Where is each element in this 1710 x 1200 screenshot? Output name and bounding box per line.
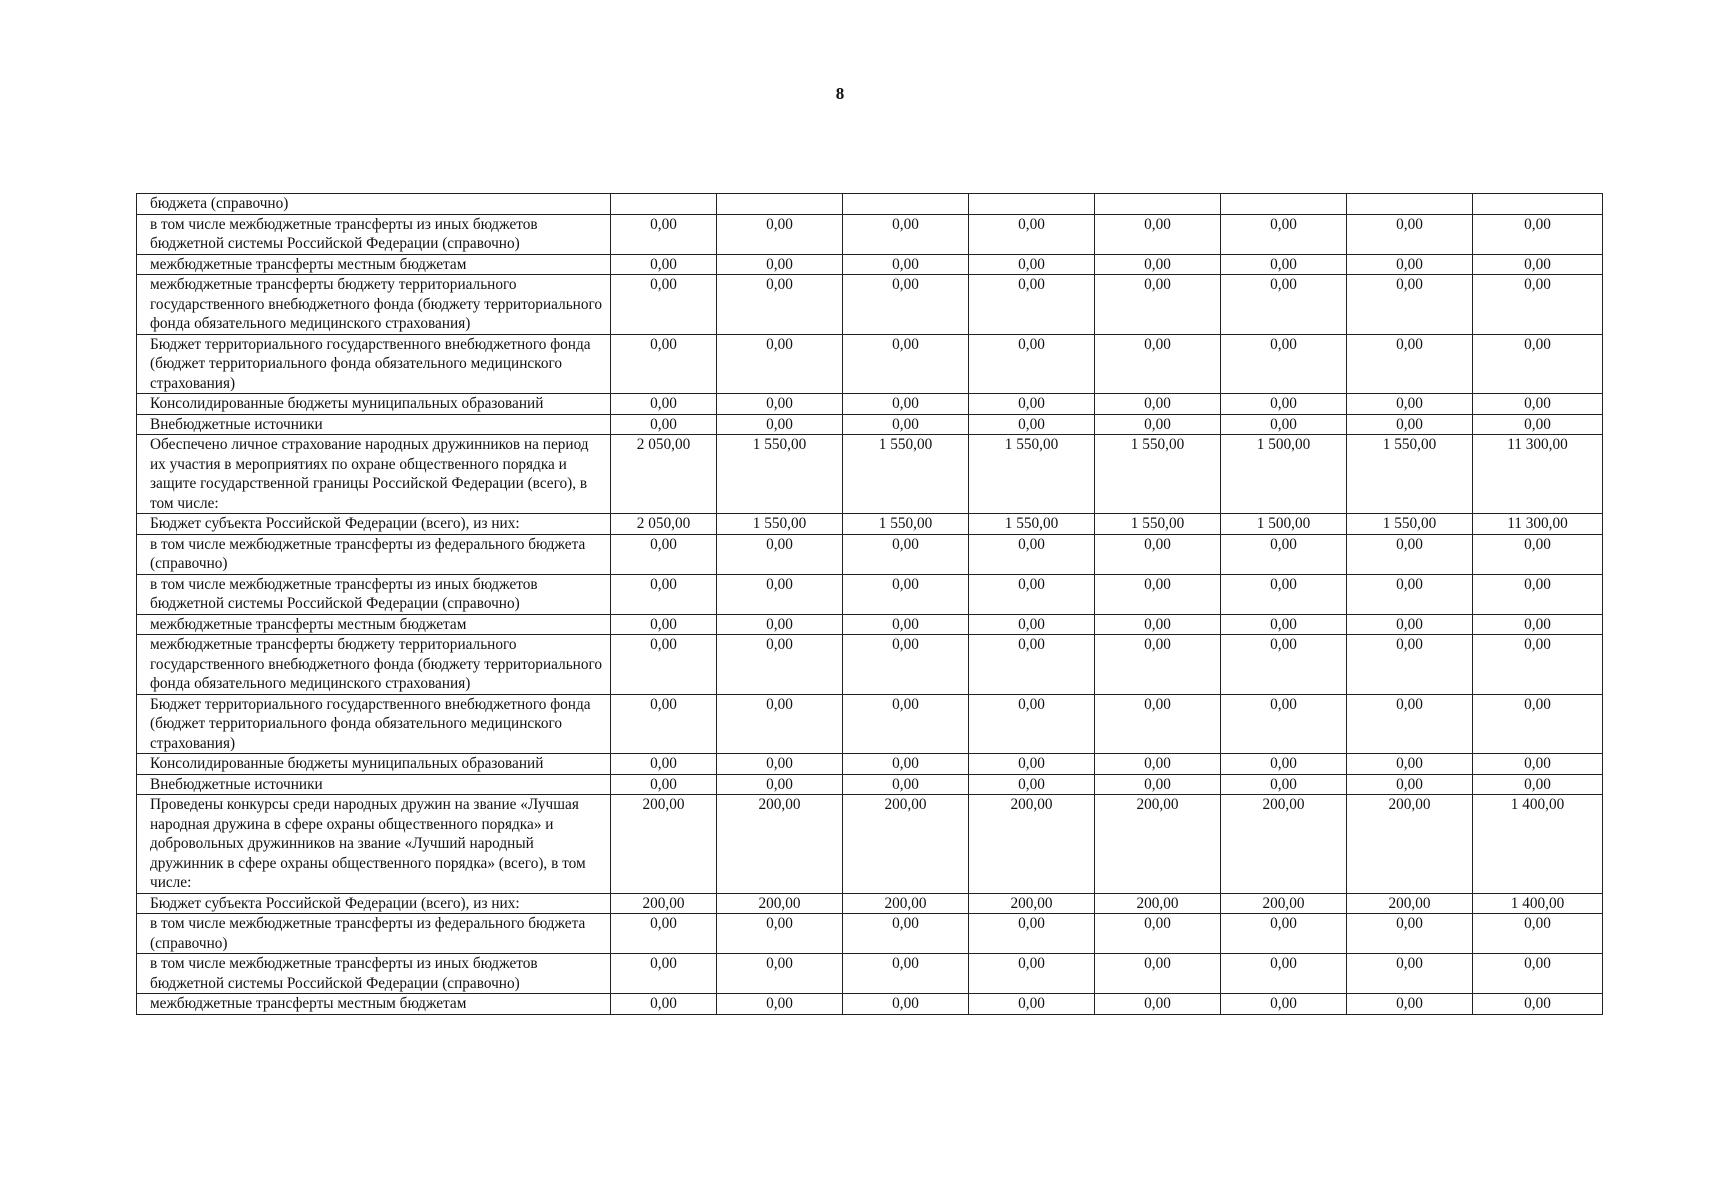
value-cell — [611, 194, 717, 215]
value-cell: 0,00 — [611, 954, 717, 994]
value-cell: 0,00 — [843, 334, 969, 394]
value-cell — [1473, 194, 1603, 215]
value-cell: 0,00 — [843, 275, 969, 335]
value-cell: 0,00 — [969, 635, 1095, 695]
value-cell: 0,00 — [843, 774, 969, 795]
table-row — [137, 334, 1603, 394]
value-cell: 0,00 — [1095, 614, 1221, 635]
budget-table — [136, 193, 1603, 1015]
value-cell: 0,00 — [1347, 914, 1473, 954]
table-row — [137, 774, 1603, 795]
value-cell: 0,00 — [611, 414, 717, 435]
table-row — [137, 534, 1603, 574]
value-cell: 1 550,00 — [969, 514, 1095, 535]
value-cell: 200,00 — [717, 893, 843, 914]
value-cell: 0,00 — [1347, 614, 1473, 635]
value-cell: 1 550,00 — [1347, 435, 1473, 514]
value-cell: 0,00 — [843, 614, 969, 635]
value-cell: 0,00 — [1473, 254, 1603, 275]
value-cell: 0,00 — [969, 254, 1095, 275]
value-cell: 0,00 — [1347, 394, 1473, 415]
table-row — [137, 795, 1603, 894]
value-cell: 0,00 — [611, 774, 717, 795]
value-cell: 0,00 — [1221, 754, 1347, 775]
value-cell: 11 300,00 — [1473, 435, 1603, 514]
value-cell: 0,00 — [1473, 614, 1603, 635]
table-row — [137, 754, 1603, 775]
value-cell: 200,00 — [611, 795, 717, 894]
value-cell: 0,00 — [843, 574, 969, 614]
value-cell: 0,00 — [1221, 694, 1347, 754]
value-cell: 0,00 — [1473, 414, 1603, 435]
row-label: Бюджет территориального государственного внебюджетного фонда (бюджет территориального фонда обязательного медицинского страхования) — [137, 694, 611, 754]
row-label: межбюджетные трансферты бюджету территориального государственного внебюджетного фонда (бюджету территориального фонда обязательного медицинского страхования) — [137, 275, 611, 335]
value-cell: 0,00 — [843, 534, 969, 574]
value-cell: 1 550,00 — [1095, 514, 1221, 535]
value-cell: 200,00 — [1347, 795, 1473, 894]
value-cell: 0,00 — [1221, 414, 1347, 435]
value-cell: 0,00 — [611, 994, 717, 1015]
value-cell: 1 400,00 — [1473, 795, 1603, 894]
value-cell: 200,00 — [969, 893, 1095, 914]
value-cell: 0,00 — [969, 414, 1095, 435]
value-cell: 0,00 — [717, 394, 843, 415]
value-cell: 0,00 — [1095, 214, 1221, 254]
value-cell: 0,00 — [1473, 635, 1603, 695]
value-cell: 0,00 — [1221, 994, 1347, 1015]
value-cell: 0,00 — [1473, 334, 1603, 394]
table-row — [137, 914, 1603, 954]
table-row — [137, 435, 1603, 514]
value-cell: 0,00 — [611, 275, 717, 335]
value-cell: 0,00 — [1221, 574, 1347, 614]
value-cell: 0,00 — [1473, 774, 1603, 795]
value-cell: 0,00 — [969, 694, 1095, 754]
value-cell: 0,00 — [1347, 694, 1473, 754]
row-label: Внебюджетные источники — [137, 774, 611, 795]
value-cell: 0,00 — [969, 574, 1095, 614]
value-cell: 0,00 — [969, 774, 1095, 795]
value-cell: 0,00 — [1347, 275, 1473, 335]
table-row — [137, 275, 1603, 335]
row-label: Внебюджетные источники — [137, 414, 611, 435]
value-cell: 0,00 — [1347, 635, 1473, 695]
value-cell: 1 500,00 — [1221, 514, 1347, 535]
table-row — [137, 574, 1603, 614]
value-cell: 0,00 — [611, 754, 717, 775]
value-cell: 0,00 — [1473, 534, 1603, 574]
value-cell — [717, 194, 843, 215]
row-label: межбюджетные трансферты местным бюджетам — [137, 614, 611, 635]
value-cell — [1221, 194, 1347, 215]
value-cell: 0,00 — [1473, 214, 1603, 254]
value-cell: 0,00 — [843, 694, 969, 754]
value-cell: 0,00 — [1221, 214, 1347, 254]
value-cell: 1 550,00 — [843, 514, 969, 535]
row-label: в том числе межбюджетные трансферты из иных бюджетов бюджетной системы Российской Федерации (справочно) — [137, 574, 611, 614]
value-cell: 0,00 — [717, 994, 843, 1015]
table-row — [137, 954, 1603, 994]
value-cell: 0,00 — [717, 754, 843, 775]
value-cell: 0,00 — [611, 394, 717, 415]
value-cell: 0,00 — [1221, 614, 1347, 635]
row-label: Бюджет субъекта Российской Федерации (всего), из них: — [137, 514, 611, 535]
value-cell: 200,00 — [843, 795, 969, 894]
value-cell: 0,00 — [717, 614, 843, 635]
value-cell: 0,00 — [843, 914, 969, 954]
value-cell: 0,00 — [1095, 635, 1221, 695]
table-row — [137, 414, 1603, 435]
value-cell: 200,00 — [611, 893, 717, 914]
value-cell: 0,00 — [1221, 914, 1347, 954]
value-cell: 0,00 — [1095, 414, 1221, 435]
value-cell: 0,00 — [611, 614, 717, 635]
value-cell — [1095, 194, 1221, 215]
value-cell: 0,00 — [717, 275, 843, 335]
value-cell — [843, 194, 969, 215]
value-cell: 0,00 — [611, 574, 717, 614]
table-row — [137, 614, 1603, 635]
value-cell: 0,00 — [717, 534, 843, 574]
value-cell: 0,00 — [843, 414, 969, 435]
value-cell: 0,00 — [717, 414, 843, 435]
value-cell: 0,00 — [1095, 334, 1221, 394]
value-cell: 0,00 — [1221, 534, 1347, 574]
value-cell: 200,00 — [1095, 893, 1221, 914]
value-cell: 0,00 — [717, 574, 843, 614]
value-cell: 1 500,00 — [1221, 435, 1347, 514]
value-cell: 0,00 — [1473, 694, 1603, 754]
value-cell: 2 050,00 — [611, 435, 717, 514]
value-cell: 1 550,00 — [1347, 514, 1473, 535]
row-label: межбюджетные трансферты местным бюджетам — [137, 994, 611, 1015]
table-row — [137, 254, 1603, 275]
value-cell: 0,00 — [611, 635, 717, 695]
row-label: в том числе межбюджетные трансферты из федерального бюджета (справочно) — [137, 534, 611, 574]
value-cell: 0,00 — [1221, 254, 1347, 275]
value-cell: 0,00 — [843, 214, 969, 254]
value-cell: 1 550,00 — [717, 514, 843, 535]
value-cell: 200,00 — [969, 795, 1095, 894]
row-label: Обеспечено личное страхование народных дружинников на период их участия в мероприятиях по охране общественного порядка и защите государственной границы Российской Федерации (всего), в том числе: — [137, 435, 611, 514]
value-cell: 0,00 — [1221, 275, 1347, 335]
row-label: Бюджет субъекта Российской Федерации (всего), из них: — [137, 893, 611, 914]
value-cell: 0,00 — [1347, 214, 1473, 254]
value-cell: 0,00 — [1473, 394, 1603, 415]
row-label: в том числе межбюджетные трансферты из федерального бюджета (справочно) — [137, 914, 611, 954]
row-label: Бюджет территориального государственного внебюджетного фонда (бюджет территориального фонда обязательного медицинского страхования) — [137, 334, 611, 394]
value-cell: 0,00 — [969, 914, 1095, 954]
value-cell: 0,00 — [1347, 994, 1473, 1015]
value-cell: 0,00 — [611, 534, 717, 574]
row-label: в том числе межбюджетные трансферты из иных бюджетов бюджетной системы Российской Федерации (справочно) — [137, 954, 611, 994]
value-cell: 0,00 — [611, 914, 717, 954]
value-cell: 0,00 — [1473, 914, 1603, 954]
value-cell: 0,00 — [843, 394, 969, 415]
value-cell: 200,00 — [843, 893, 969, 914]
value-cell: 0,00 — [1347, 534, 1473, 574]
value-cell: 0,00 — [1221, 334, 1347, 394]
value-cell: 0,00 — [717, 954, 843, 994]
value-cell: 200,00 — [1221, 795, 1347, 894]
value-cell: 200,00 — [1347, 893, 1473, 914]
value-cell: 0,00 — [611, 254, 717, 275]
value-cell: 200,00 — [1095, 795, 1221, 894]
value-cell: 0,00 — [1221, 394, 1347, 415]
value-cell: 2 050,00 — [611, 514, 717, 535]
value-cell: 0,00 — [1347, 774, 1473, 795]
value-cell: 0,00 — [1473, 574, 1603, 614]
value-cell: 1 550,00 — [969, 435, 1095, 514]
value-cell: 0,00 — [843, 954, 969, 994]
row-label: межбюджетные трансферты бюджету территориального государственного внебюджетного фонда (бюджету территориального фонда обязательного медицинского страхования) — [137, 635, 611, 695]
table-row — [137, 514, 1603, 535]
value-cell: 0,00 — [843, 994, 969, 1015]
value-cell: 0,00 — [1095, 574, 1221, 614]
value-cell: 0,00 — [717, 694, 843, 754]
row-label: межбюджетные трансферты местным бюджетам — [137, 254, 611, 275]
value-cell: 0,00 — [969, 614, 1095, 635]
value-cell: 0,00 — [969, 394, 1095, 415]
value-cell: 1 550,00 — [843, 435, 969, 514]
value-cell: 0,00 — [611, 694, 717, 754]
page-number: 8 — [835, 84, 845, 103]
table-row — [137, 893, 1603, 914]
value-cell: 0,00 — [969, 754, 1095, 775]
value-cell: 0,00 — [717, 635, 843, 695]
value-cell: 1 550,00 — [1095, 435, 1221, 514]
row-label: Консолидированные бюджеты муниципальных образований — [137, 754, 611, 775]
value-cell — [969, 194, 1095, 215]
value-cell: 0,00 — [1347, 954, 1473, 994]
value-cell: 0,00 — [611, 214, 717, 254]
value-cell: 1 400,00 — [1473, 893, 1603, 914]
table-row — [137, 394, 1603, 415]
value-cell: 0,00 — [1221, 774, 1347, 795]
value-cell: 0,00 — [1095, 275, 1221, 335]
value-cell: 0,00 — [969, 994, 1095, 1015]
value-cell: 0,00 — [717, 914, 843, 954]
row-label: бюджета (справочно) — [137, 194, 611, 215]
table-row — [137, 994, 1603, 1015]
row-label: Консолидированные бюджеты муниципальных образований — [137, 394, 611, 415]
value-cell: 0,00 — [969, 334, 1095, 394]
value-cell: 0,00 — [969, 954, 1095, 994]
value-cell: 0,00 — [717, 214, 843, 254]
value-cell: 200,00 — [1221, 893, 1347, 914]
value-cell: 0,00 — [611, 334, 717, 394]
value-cell: 0,00 — [1095, 914, 1221, 954]
value-cell: 0,00 — [1095, 994, 1221, 1015]
value-cell: 0,00 — [717, 254, 843, 275]
value-cell: 0,00 — [843, 754, 969, 775]
value-cell: 0,00 — [969, 534, 1095, 574]
value-cell: 11 300,00 — [1473, 514, 1603, 535]
value-cell: 0,00 — [1095, 754, 1221, 775]
value-cell: 0,00 — [1095, 534, 1221, 574]
value-cell: 0,00 — [1221, 954, 1347, 994]
value-cell: 200,00 — [717, 795, 843, 894]
value-cell: 1 550,00 — [717, 435, 843, 514]
table-row — [137, 194, 1603, 215]
value-cell: 0,00 — [1221, 635, 1347, 695]
value-cell: 0,00 — [1347, 254, 1473, 275]
value-cell: 0,00 — [843, 635, 969, 695]
value-cell: 0,00 — [1095, 694, 1221, 754]
value-cell: 0,00 — [969, 275, 1095, 335]
row-label: в том числе межбюджетные трансферты из иных бюджетов бюджетной системы Российской Федерации (справочно) — [137, 214, 611, 254]
table-body — [137, 194, 1603, 1015]
value-cell: 0,00 — [1095, 394, 1221, 415]
value-cell: 0,00 — [1095, 774, 1221, 795]
value-cell: 0,00 — [717, 334, 843, 394]
value-cell: 0,00 — [1095, 954, 1221, 994]
row-label: Проведены конкурсы среди народных дружин на звание «Лучшая народная дружина в сфере охраны общественного порядка» и добровольных дружинников на звание «Лучший народный дружинник в сфере охраны общественного порядка» (всего), в том числе: — [137, 795, 611, 894]
value-cell: 0,00 — [1347, 574, 1473, 614]
table-row — [137, 694, 1603, 754]
table-row — [137, 635, 1603, 695]
value-cell: 0,00 — [1473, 754, 1603, 775]
value-cell: 0,00 — [1473, 954, 1603, 994]
value-cell: 0,00 — [843, 254, 969, 275]
value-cell: 0,00 — [1347, 334, 1473, 394]
value-cell: 0,00 — [1473, 275, 1603, 335]
value-cell: 0,00 — [717, 774, 843, 795]
value-cell — [1347, 194, 1473, 215]
value-cell: 0,00 — [1473, 994, 1603, 1015]
value-cell: 0,00 — [969, 214, 1095, 254]
value-cell: 0,00 — [1347, 414, 1473, 435]
value-cell: 0,00 — [1095, 254, 1221, 275]
table-row — [137, 214, 1603, 254]
value-cell: 0,00 — [1347, 754, 1473, 775]
